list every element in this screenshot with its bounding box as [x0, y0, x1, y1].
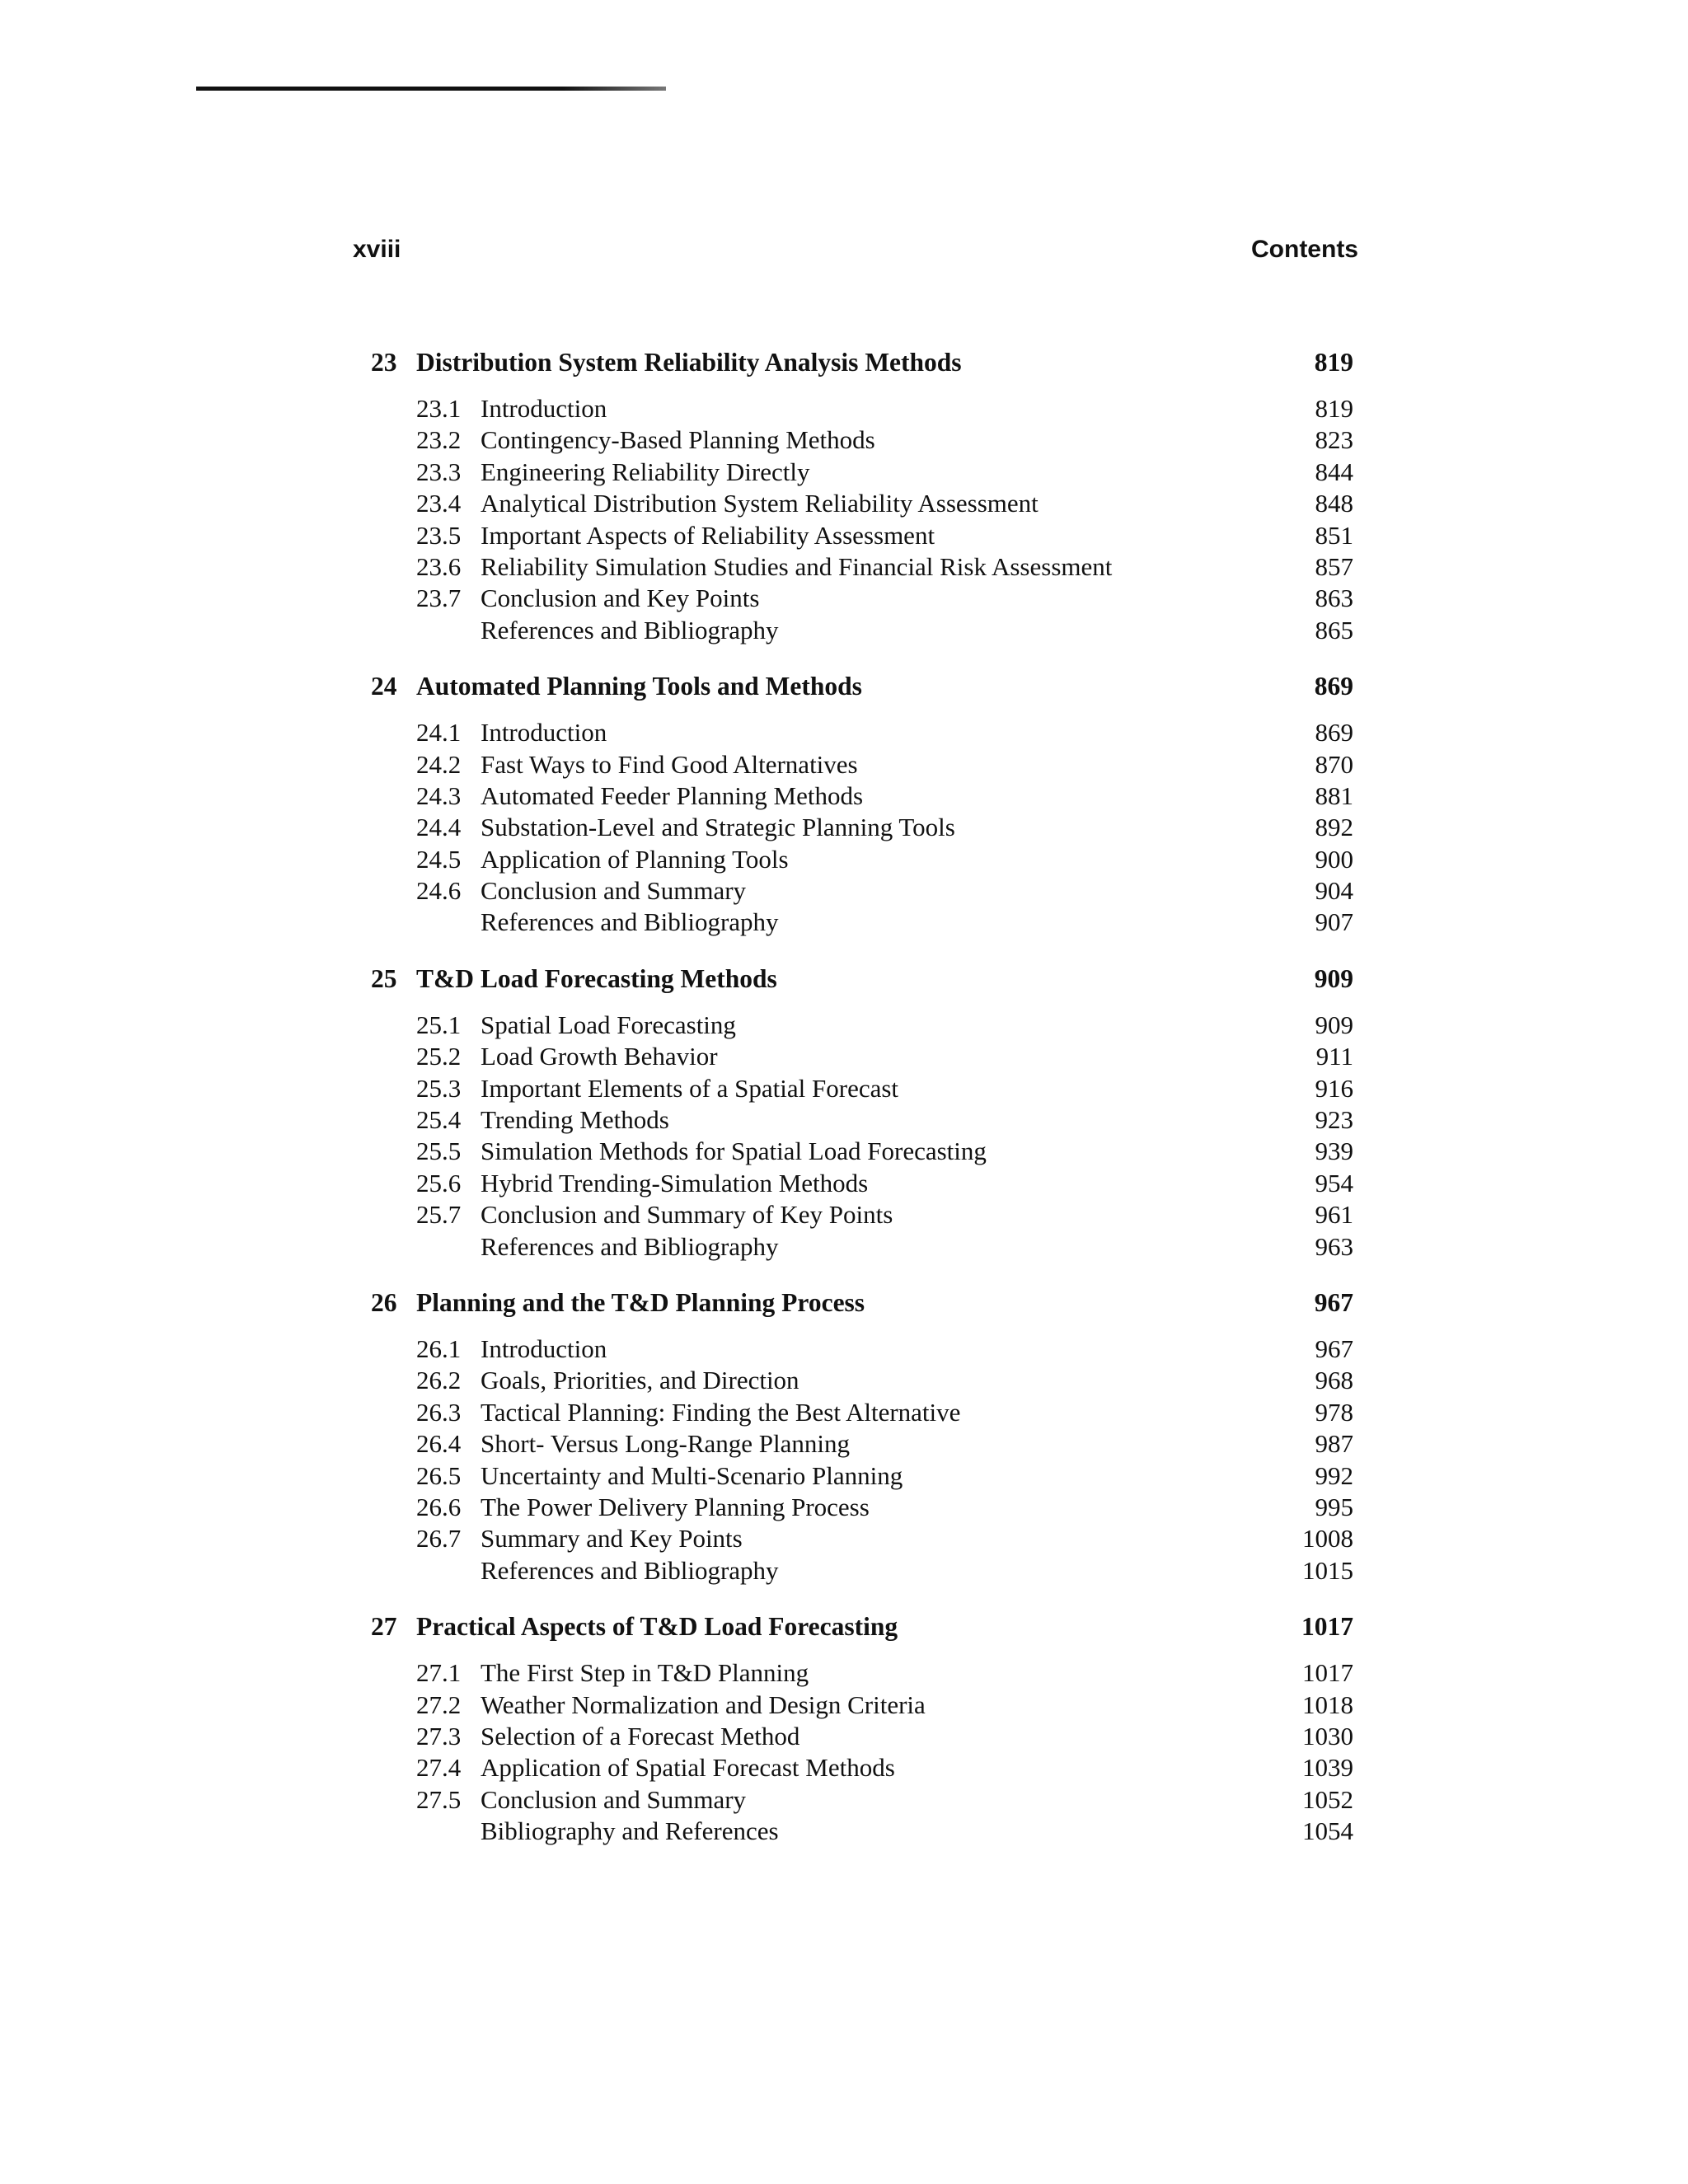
section-title: Engineering Reliability Directly [481, 457, 810, 486]
section-title: Tactical Planning: Finding the Best Alternative [481, 1397, 961, 1427]
toc-entry[interactable] [363, 1334, 1360, 1366]
toc-entry[interactable] [363, 750, 1360, 781]
section-title: References and Bibliography [481, 907, 779, 937]
chapter-heading[interactable] [363, 1612, 1360, 1647]
chapter-title: Distribution System Reliability Analysis Methods [416, 348, 962, 377]
section-title: References and Bibliography [481, 1555, 779, 1585]
page-number: xviii [353, 236, 401, 263]
chapter-number: 24 [371, 672, 397, 701]
toc-entry[interactable] [363, 425, 1360, 457]
section-title: Analytical Distribution System Reliability Assessment [481, 489, 1039, 518]
chapter-heading[interactable] [363, 348, 1360, 382]
section-title: Uncertainty and Multi-Scenario Planning [481, 1460, 903, 1490]
toc-entry[interactable] [363, 1074, 1360, 1105]
section-number: 26.1 [416, 1333, 462, 1363]
section-number: 25.4 [416, 1105, 462, 1135]
section-title: Substation-Level and Strategic Planning Tools [481, 813, 955, 842]
chapter-number: 23 [371, 348, 397, 377]
toc-entry[interactable] [363, 583, 1360, 615]
section-number: 25.7 [416, 1200, 462, 1230]
toc-entry[interactable] [363, 552, 1360, 583]
chapter-number: 27 [371, 1612, 397, 1642]
section-page: 963 [1315, 1231, 1353, 1261]
section-number: 26.6 [416, 1492, 462, 1521]
toc-entry[interactable] [363, 1169, 1360, 1200]
chapter-block [363, 1288, 1360, 1587]
section-title: Bibliography and References [481, 1816, 779, 1846]
section-title: Introduction [481, 718, 607, 748]
section-page: 892 [1315, 813, 1353, 842]
section-number: 25.6 [416, 1168, 462, 1197]
chapter-title: Automated Planning Tools and Methods [416, 672, 862, 701]
section-title: Conclusion and Summary [481, 1784, 747, 1814]
toc-entry[interactable] [363, 1524, 1360, 1555]
section-title: Contingency-Based Planning Methods [481, 425, 875, 455]
section-page: 909 [1315, 1010, 1353, 1039]
section-number: 27.3 [416, 1721, 462, 1750]
section-number: 25.5 [416, 1137, 462, 1166]
toc-entry[interactable] [363, 1753, 1360, 1784]
section-number: 26.7 [416, 1524, 462, 1554]
section-number: 24.5 [416, 844, 462, 874]
section-number: 26.2 [416, 1366, 462, 1395]
toc-entry[interactable] [363, 616, 1360, 647]
section-page: 968 [1315, 1366, 1353, 1395]
section-number: 24.2 [416, 749, 462, 779]
toc-entry[interactable] [363, 1556, 1360, 1587]
section-page: 967 [1315, 1333, 1353, 1363]
chapter-heading[interactable] [363, 1288, 1360, 1323]
toc-entry[interactable] [363, 1722, 1360, 1753]
toc-entry[interactable] [363, 1366, 1360, 1397]
section-number: 27.1 [416, 1658, 462, 1688]
toc-entry[interactable] [363, 394, 1360, 425]
toc-entry[interactable] [363, 1010, 1360, 1042]
section-page: 848 [1315, 489, 1353, 518]
section-title: Goals, Priorities, and Direction [481, 1366, 799, 1395]
toc-entry[interactable] [363, 781, 1360, 813]
section-number: 27.2 [416, 1690, 462, 1719]
section-number: 24.1 [416, 718, 462, 748]
section-page: 863 [1315, 583, 1353, 613]
toc-entry[interactable] [363, 521, 1360, 552]
section-title: Conclusion and Key Points [481, 583, 760, 613]
section-page: 881 [1315, 780, 1353, 810]
section-number: 23.6 [416, 551, 462, 581]
chapter-number: 25 [371, 963, 397, 993]
toc-entry[interactable] [363, 1232, 1360, 1263]
section-page: 870 [1315, 749, 1353, 779]
chapter-title: Practical Aspects of T&D Load Forecasting [416, 1612, 898, 1642]
chapter-heading[interactable] [363, 964, 1360, 999]
section-page: 1008 [1302, 1524, 1353, 1554]
chapter-page: 869 [1314, 672, 1353, 701]
section-title: The First Step in T&D Planning [481, 1658, 809, 1688]
section-number: 25.3 [416, 1073, 462, 1103]
section-page: 911 [1315, 1042, 1353, 1071]
section-title: Selection of a Forecast Method [481, 1721, 800, 1750]
toc-entry[interactable] [363, 845, 1360, 876]
section-title: References and Bibliography [481, 615, 779, 644]
section-title: Trending Methods [481, 1105, 669, 1135]
chapter-number: 26 [371, 1287, 397, 1317]
section-title: Automated Feeder Planning Methods [481, 780, 864, 810]
toc-entry[interactable] [363, 1105, 1360, 1137]
section-title: Important Aspects of Reliability Assessment [481, 520, 935, 550]
section-title: The Power Delivery Planning Process [481, 1492, 870, 1521]
section-title: Introduction [481, 1333, 607, 1363]
section-number: 24.4 [416, 813, 462, 842]
toc-entry[interactable] [363, 1137, 1360, 1168]
chapter-block [363, 672, 1360, 940]
section-title: Application of Planning Tools [481, 844, 789, 874]
section-title: References and Bibliography [481, 1231, 779, 1261]
section-page: 851 [1315, 520, 1353, 550]
toc-entry[interactable] [363, 1461, 1360, 1493]
chapter-page: 1017 [1301, 1612, 1353, 1642]
toc-entry[interactable] [363, 1816, 1360, 1848]
section-page: 1039 [1302, 1753, 1353, 1783]
section-number: 27.4 [416, 1753, 462, 1783]
section-page: 992 [1315, 1460, 1353, 1490]
section-number: 23.1 [416, 394, 462, 423]
toc-entry[interactable] [363, 457, 1360, 489]
section-title: Reliability Simulation Studies and Financial Risk Assessment [481, 551, 1113, 581]
section-page: 1015 [1302, 1555, 1353, 1585]
table-of-contents [363, 348, 1360, 1872]
section-page: 916 [1315, 1073, 1353, 1103]
section-number: 26.5 [416, 1460, 462, 1490]
section-title: Load Growth Behavior [481, 1042, 718, 1071]
section-title: Fast Ways to Find Good Alternatives [481, 749, 858, 779]
section-page: 939 [1315, 1137, 1353, 1166]
section-number: 23.3 [416, 457, 462, 486]
section-page: 869 [1315, 718, 1353, 748]
section-page: 923 [1315, 1105, 1353, 1135]
section-page: 995 [1315, 1492, 1353, 1521]
section-title: Conclusion and Summary of Key Points [481, 1200, 893, 1230]
section-number: 24.3 [416, 780, 462, 810]
running-head-title: Contents [1251, 236, 1358, 263]
section-page: 900 [1315, 844, 1353, 874]
section-page: 857 [1315, 551, 1353, 581]
section-page: 987 [1315, 1429, 1353, 1459]
section-page: 819 [1315, 394, 1353, 423]
section-title: Hybrid Trending-Simulation Methods [481, 1168, 869, 1197]
section-title: Weather Normalization and Design Criteria [481, 1690, 926, 1719]
section-page: 1052 [1302, 1784, 1353, 1814]
section-number: 24.6 [416, 876, 462, 906]
section-page: 1054 [1302, 1816, 1353, 1846]
section-page: 904 [1315, 876, 1353, 906]
toc-entry[interactable] [363, 1785, 1360, 1816]
section-number: 25.1 [416, 1010, 462, 1039]
chapter-block [363, 348, 1360, 647]
section-number: 23.5 [416, 520, 462, 550]
section-page: 961 [1315, 1200, 1353, 1230]
toc-entry[interactable] [363, 1398, 1360, 1429]
toc-entry[interactable] [363, 876, 1360, 907]
section-number: 26.3 [416, 1397, 462, 1427]
chapter-block [363, 1612, 1360, 1848]
top-rule [196, 87, 666, 91]
toc-entry[interactable] [363, 1042, 1360, 1073]
toc-entry[interactable] [363, 907, 1360, 939]
section-page: 844 [1315, 457, 1353, 486]
section-page: 954 [1315, 1168, 1353, 1197]
section-page: 823 [1315, 425, 1353, 455]
chapter-page: 967 [1314, 1287, 1353, 1317]
section-title: Conclusion and Summary [481, 876, 747, 906]
chapter-block [363, 964, 1360, 1263]
section-number: 23.2 [416, 425, 462, 455]
toc-entry[interactable] [363, 1658, 1360, 1690]
toc-entry[interactable] [363, 718, 1360, 749]
section-number: 27.5 [416, 1784, 462, 1814]
toc-entry[interactable] [363, 813, 1360, 844]
chapter-title: Planning and the T&D Planning Process [416, 1287, 865, 1317]
toc-entry[interactable] [363, 1200, 1360, 1231]
section-page: 865 [1315, 615, 1353, 644]
section-title: Introduction [481, 394, 607, 423]
section-title: Simulation Methods for Spatial Load Forecasting [481, 1137, 987, 1166]
section-page: 1018 [1302, 1690, 1353, 1719]
section-number: 25.2 [416, 1042, 462, 1071]
section-title: Spatial Load Forecasting [481, 1010, 736, 1039]
section-title: Short- Versus Long-Range Planning [481, 1429, 851, 1459]
toc-entry[interactable] [363, 1690, 1360, 1722]
section-number: 26.4 [416, 1429, 462, 1459]
toc-entry[interactable] [363, 489, 1360, 520]
section-page: 1017 [1302, 1658, 1353, 1688]
section-title: Summary and Key Points [481, 1524, 743, 1554]
chapter-page: 819 [1314, 348, 1353, 377]
chapter-page: 909 [1314, 963, 1353, 993]
chapter-heading[interactable] [363, 672, 1360, 706]
chapter-title: T&D Load Forecasting Methods [416, 963, 777, 993]
section-page: 978 [1315, 1397, 1353, 1427]
toc-entry[interactable] [363, 1429, 1360, 1460]
section-number: 23.4 [416, 489, 462, 518]
toc-entry[interactable] [363, 1493, 1360, 1524]
section-title: Important Elements of a Spatial Forecast [481, 1073, 899, 1103]
section-page: 1030 [1302, 1721, 1353, 1750]
section-page: 907 [1315, 907, 1353, 937]
section-number: 23.7 [416, 583, 462, 613]
section-title: Application of Spatial Forecast Methods [481, 1753, 895, 1783]
